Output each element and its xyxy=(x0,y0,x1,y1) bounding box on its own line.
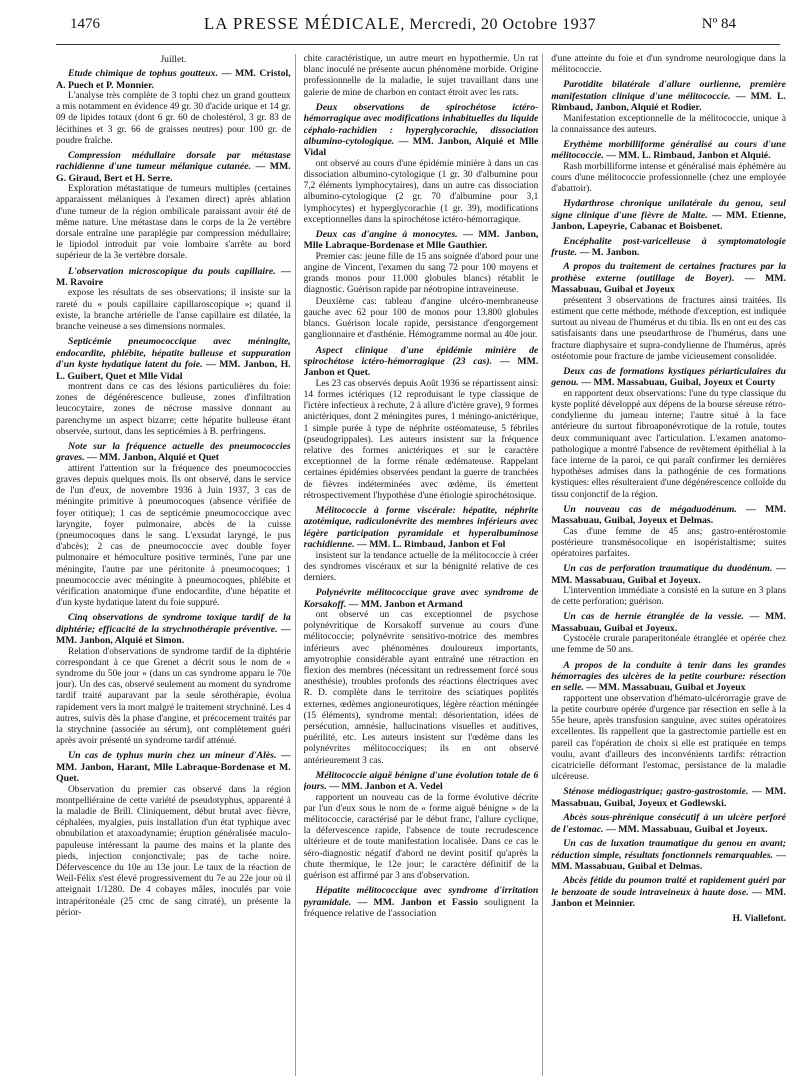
article-title: Un cas de hernie étranglée de la vessie. — MM. Massabuau, Guibal et Joyeux. xyxy=(551,611,786,634)
article-title: Hydarthrose chronique unilatérale du genou, seul signe clinique d'une fièvre de Malte. — MM. Etienne, Janbon, Lapeyrie, Cabanac et Boisbenet. xyxy=(551,198,786,233)
column-3 xyxy=(551,54,786,1076)
article-title: Aspect clinique d'une épidémie minière de spirochétose ictéro-hémorragique (23 cas). — MM. Janbon et Quet. xyxy=(303,344,539,379)
article-title: Un cas de perforation traumatique du duodénum. — MM. Massabuau, Guibal et Joyeux. xyxy=(551,563,786,586)
article-title: Abcès fétide du poumon traité et rapidement guéri par le benzoate de soude intraveineux à haute dose. — MM. Janbon et Meinnier. xyxy=(551,875,786,910)
article-body: Rash morbilliforme intense et généralisé mais éphémère au cours d'une mélitococcie professionnelle (chez une employée d'abattoir). xyxy=(551,161,786,195)
article-body: Deuxième cas: tableau d'angine ulcéro-membraneuse gauche avec 62 pour 100 de monos pour 13.800 globules blancs. Guérison locale rapide, persistance d'engorgement ganglionnaire et d'asthénie. Hémogramme normal au 40e jour. xyxy=(303,296,539,341)
article-body: chite caractéristique, un autre meurt en hypothermie. Un rat blanc inoculé ne présente aucun phénomène morbide. Origine professionnelle de la maladie, le sujet travaillant dans une galerie de mine de charbon en contact étroit avec les rats. xyxy=(303,54,539,98)
article-body: L'intervention immédiate a consisté en la suture en 3 plans de cette perforation; guérison. xyxy=(551,586,786,608)
article-title: L'observation microscopique du pouls capillaire. — M. Ravoire xyxy=(56,265,291,289)
article-body: rapportent un nouveau cas de la forme évolutive décrite par l'un d'eux sous le nom de « forme aiguë bénigne » de la mélitococcie, caractérisé par le début franc, l'allure cyclique, la défervescence rapide, l'absence de toute recrudescence ultérieure et de toute manifestation localisée. Dans ce cas le séro-diagnostic négatif d'abord ne devint positif qu'après la chute thermique, le 12e jour; le caractère définitif de la guérison est affirmé par 3 ans d'observation. xyxy=(303,792,539,882)
article-body: Les 23 cas observés depuis Août 1936 se répartissent ainsi: 14 formes ictériques (12 reproduisant le type classique de l'ictère infectieux à rechute, 2 à allure d'ictère grave), 9 formes anictériques, dont 2 méningites pures, 1 méningo-anictérique, 1 simple purée à type de néphrite ostéomateuse, 5 fébriles (pseudogrippales). Les auteurs insistent sur la fréquence relative des formes anictériques et sur le caractère exceptionnel de la forme rénale œdémateuse. Rappelant certaines épidémies observées pendant la guerre de tranchées de fièvres indéterminées avec œdème, ils émettent rétrospectivement l'hypothèse d'une étiologie spirochétosique. xyxy=(303,378,539,501)
article-title: Hépatite mélitococcique avec syndrome d'irritation pyramidale. — MM. Janbon et Fassio soulignent la fréquence relative de l'association xyxy=(303,885,539,920)
header-rule xyxy=(56,44,780,45)
article-title: Cinq observations de syndrome toxique tardif de la diphtérie; efficacité de la strychnothérapie préventive. — MM. Janbon, Alquié et Simon. xyxy=(56,612,291,647)
page-number: 1476 xyxy=(70,16,100,32)
article-title: Note sur la fréquence actuelle des pneumococcies graves. — MM. Janbon, Alquié et Quet xyxy=(56,440,291,464)
article-body: Premier cas: jeune fille de 15 ans soignée d'abord pour une angine de Vincent, l'examen du sang 72 pour 100 moyens et grands monos pour 11.000 globules blancs) rétablit le diagnostic. Guérison rapide par néotropine intraveineuse. xyxy=(303,251,539,296)
article-title: Erythème morbilliforme généralisé au cours d'une mélitococcie. — MM. L. Rimbaud, Janbon et Alquié. xyxy=(551,139,786,162)
article-body: Exploration métastatique de tumeurs multiples (certaines apparaissent mélaniques à l'examen direct) après ablation d'une tumeur de la région ombilicale paraissant avoir été de même nature. Une métastase dans le corps de la 2e vertèbre dorsale entraîne une paraplégie par compression médullaire; le lipiodol introduit par voie lombaire s'arrête au bord supérieur de la 3e vertèbre dorsale. xyxy=(56,184,291,262)
article-body: Observation du premier cas observé dans la région montpelliéraine de cette variété de pseudotyphus, apparenté à la maladie de Brill. Cliniquement, début brutal avec fièvre, céphalées, myalgies, puis installation d'un état typhique avec obnubilation et ataxoadynamie; éruption généralisée maculo-papuleuse intéressant la paume des mains et la plante des pieds, injection conjonctivale; pas de tache noire. Défervescence du 10e au 13e jour. Le taux de la réaction de Weil-Félix s'est élevé progressivement du 7e au 22e jour où il atteignait 1/1280. De 4 cobayes mâles, inoculés par voie intrapéritonéale (25 cmc de sang citraté), un présente la périor- xyxy=(56,784,291,918)
article-title: Deux cas de formations kystiques périarticulaires du genou. — MM. Massabuau, Guibal, Joyeux et Courty xyxy=(551,365,786,389)
article-body: Cas d'une femme de 45 ans; gastro-entérostomie postérieure transmésocolique en isopéristaltisme; suites opératoires parfaites. xyxy=(551,526,786,559)
article-title: Compression médullaire dorsale par métastase rachidienne d'une tumeur mélanique cutanée. — MM. G. Giraud, Bert et H. Serre. xyxy=(56,150,291,184)
article-title: Sténose médiogastrique; gastro-gastrostomie. — MM. Massabuau, Guibal, Joyeux et Godlewski. xyxy=(551,786,786,809)
page-header xyxy=(28,6,772,46)
article-title: Polynévrite mélitococcique grave avec syndrome de Korsakoff. — MM. Janbon et Armand xyxy=(303,587,539,610)
article-title: Un cas de typhus murin chez un mineur d'Alès. — MM. Janbon, Harant, Mlle Labraque-Bordenase et M. Quet. xyxy=(56,750,291,785)
article-columns xyxy=(56,54,786,1076)
column-divider xyxy=(295,54,304,1076)
article-body: expose les résultats de ses observations; il insiste sur la rareté du « pouls capillaire capillaroscopique »; quand il existe, la branche artérielle de l'anse capillaire est dilatée, la branche veineuse a ses dimensions normales. xyxy=(56,288,291,333)
session-date: Juillet. xyxy=(160,54,187,65)
article-title: A propos de la conduite à tenir dans les grandes hémorragies des ulcères de la petite courbure: résection en selle. — MM. Massabuau, Guibal et Joyeux xyxy=(551,659,786,694)
article-title: Encéphalite post-varicelleuse à symptomatologie fruste. — M. Janbon. xyxy=(551,235,786,259)
article-body: insistent sur la tendance actuelle de la mélitococcie à créer des syndromes viscéraux et sur la bénignité relative de ces derniers. xyxy=(303,550,539,583)
article-title: Septicémie pneumococcique avec méningite, endocardite, phlébite, hépatite bulleuse et suppuration d'un kyste hydatique latent du foie. — MM. Janbon, H. L. Guibert, Quet et Mlle Vidal xyxy=(56,336,291,382)
article-title: Parotidite bilatérale d'allure ourlienne, première manifestation clinique d'une mélitococcie. — MM. L. Rimbaud, Janbon, Alquié et Rodier. xyxy=(551,79,786,114)
journal-title: LA PRESSE MÉDICALE xyxy=(203,14,401,33)
article-body: Cystocèle crurale paraperitonéale étranglée et opérée chez une femme de 50 ans. xyxy=(551,634,786,656)
article-title: Etude chimique de tophus goutteux. — MM. Cristol, A. Puech et P. Monnier. xyxy=(56,68,291,91)
issue-date: Mercredi, 20 Octobre 1937 xyxy=(409,16,597,33)
article-body: montrent dans ce cas des lésions particulières du foie: zones de dégénérescence bulleuse, zones d'infiltration leucocytaire, zones de nécrose massive donnant au parenchyme un aspect bizarre; cette hépatite bulleuse étant observée, surtout, dans les septicémies à B. perfringens. xyxy=(56,381,291,437)
journal-masthead: LA PRESSE MÉDICALE, Mercredi, 20 Octobre 1937 xyxy=(203,14,597,33)
issue-number: Nº 84 xyxy=(701,16,736,32)
article-title: Abcès sous-phrénique consécutif à un ulcère perforé de l'estomac. — MM. Massabuau, Guibal et Joyeux. xyxy=(551,812,786,835)
column-divider xyxy=(542,54,551,1076)
article-body: attirent l'attention sur la fréquence des pneumococcies graves depuis quelques mois. Ils ont observé, dans le service de l'un d'eux, de novembre 1936 à Juin 1937, 3 cas de méningite primitive à pneumocoques (absence vérifiée de foyer otitique); 1 cas de septicémie pneumococcique avec laryngite, foyer pulmonaire, abcès de la cuisse (pneumocoques dans le sang. L'exsudat laryngé, le pus d'abcès); 2 cas de pneumococcie avec double foyer pulmonaire et hémoculture positive terminés, l'une par une méningite, l'autre par une péritonite à pneumocoques; 1 pneumococcie avec méningite à pneumocoques, phlébite et vérification anatomique d'une endocardite, d'une hépatite et d'un kyste hydatique latent du foie suppuré. xyxy=(56,463,291,609)
article-body: L'analyse très complète de 3 tophi chez un grand goutteux a mis notamment en évidence 49 gr. 30 d'acide urique et 14 gr. 09 de lipides totaux (dont 6 gr. 60 de cholestérol, 3 gr. 83 de lécithines et 3 gr. 66 de graisses neutres) pour 100 gr. de poudre fraîche. xyxy=(56,91,291,146)
article-body: ont observé un cas exceptionnel de psychose polynévritique de Korsakoff survenue au cours d'une mélitococcie; polynévrite sensitivo-motrice des membres inférieurs avec phénomènes douloureux importants, amyotrophie considérable ayant entraîné une rétraction en flexion des membres (nécessitant un redressement forcé sous anesthésie), troubles profonds des réactions électriques avec R. D. complète dans le territoire des sciatiques poplités externes, œdèmes angioneurotiques, légère réaction méningée (15 éléments), syndrome mental: désorientation, idées de persécution, amnésie, hallucinations visuelles et auditives, puérilité, etc. Les auteurs insistent sur l'œdème dans les polynévrites mélitococciques; ils en ont observé antérieurement 3 cas. xyxy=(303,610,539,766)
column-2 xyxy=(304,54,539,1076)
article-body: rapportent une observation d'hémato-ulcérorragie grave de la petite courbure opérée d'urgence par résection en selle à la 55e heure, après transfusion sanguine, avec suites opératoires excellentes. Ils rappellent que la gastrectomie partielle est en pareil cas l'opération de choix si elle est pratiquée en temps voulu, avant d'ailleurs des inconvénients tardifs: rétraction cicatricielle déformant l'estomac, persistance de la maladie ulcéreuse. xyxy=(551,693,786,783)
article-body: présentent 3 observations de fractures ainsi traitées. Ils estiment que cette méthode, méthode d'exception, est indiquée surtout au niveau de l'humérus et du tibia. Ils en ont eu des cas satisfaisants dans une pseudarthrose de l'humérus, dans une fracture diaphysaire et supra-condylienne de l'humérus, après ostéotomie pour fracture de jambe vicieusement consolidée. xyxy=(551,295,786,362)
article-title: Un cas de luxation traumatique du genou en avant; réduction simple, résultats fonctionnels remarquables. — MM. Massabuau, Guibal et Delmas. xyxy=(551,838,786,872)
article-title: A propos du traitement de certaines fractures par la prothèse externe (outillage de Boyer). — MM. Massabuau, Guibal et Joyeux xyxy=(551,261,786,296)
article-title: Mélitococcie à forme viscérale: hépatite, néphrite azotémique, radiculonévrite des membres inférieurs avec légère participation pyramidale et hyperalbuminose rachidienne. — MM. L. Rimbaud, Janbon et Fol xyxy=(303,504,539,551)
article-body: d'une atteinte du foie et d'un syndrome neurologique dans la mélitococcie. xyxy=(551,54,786,76)
article-body: en rapportent deux observations: l'une du type classique du kyste poplité développé aux dépens de la bourse séreuse rétro-condylienne du jumeau interne; l'autre situé à la face antérieure du surtout fibroaponévrotique de la rotule, toutes deux communiquant avec l'articulation. L'examen anatomo-pathologique a montré l'absence de revêtement épithélial à la face interne de la paroi, ce qui paraît confirmer les dernières hypothèses admises dans la pathogénie de ces formations kystiques: elles résulteraient d'une dégénérescence colloïde du tissu conjonctif de la région. xyxy=(551,388,786,500)
article-title: Deux observations de spirochétose ictéro-hémorragique avec modifications inhabituelles du liquide céphalo-rachidien : hyperglycorachie, dissociation albumino-cytologique. — MM. Janbon, Alquié et Mlle Vidal xyxy=(303,101,539,159)
article-body: ont observé au cours d'une épidémie minière à dans un cas dissociation albumino-cytologique (1 gr. 30 d'albumine pour 7,2 éléments lymphocytaires), dans un autre cas dissociation albumino-cytologique (2 gr. 70 d'albumine pour 3,1 lymphocytes) et hyperglycorachie (1 gr. 39), modifications exceptionnelles dans la spirochétose ictéro-hémorragique. xyxy=(303,158,539,225)
author-signature: H. Viallefont. xyxy=(732,913,786,924)
article-title: Mélitococcie aiguë bénigne d'une évolution totale de 6 jours. — MM. Janbon et A. Vedel xyxy=(303,769,539,793)
article-title: Deux cas d'angine à monocytes. — MM. Janbon, Mlle Labraque-Bordenase et Mlle Gauthier. xyxy=(303,229,539,252)
article-body: Relation d'observations de syndrome tardif de la diphtérie correspondant à ce que Grenet a décrit sous le nom de « syndrome du 50e jour » (dans un cas syndrome apparu le 70e jour). Un des cas, observé seulement au moment du syndrome tardif traité auparavant par la seule sérothérapie, évolua rapidement vers la mort malgré le traitement strychniné. Les 4 autres, suivis dès la phase d'angine, et précocement traités par la strychnine (associée au sérum), ont complètement guéri après avoir présenté un syndrome tardif atténué. xyxy=(56,646,291,747)
article-title: Un nouveau cas de mégaduodénum. — MM. Massabuau, Guibal, Joyeux et Delmas. xyxy=(551,503,786,527)
column-1 xyxy=(56,54,291,1076)
article-body: Manifestation exceptionnelle de la mélitococcie, unique à la connaissance des auteurs. xyxy=(551,113,786,135)
